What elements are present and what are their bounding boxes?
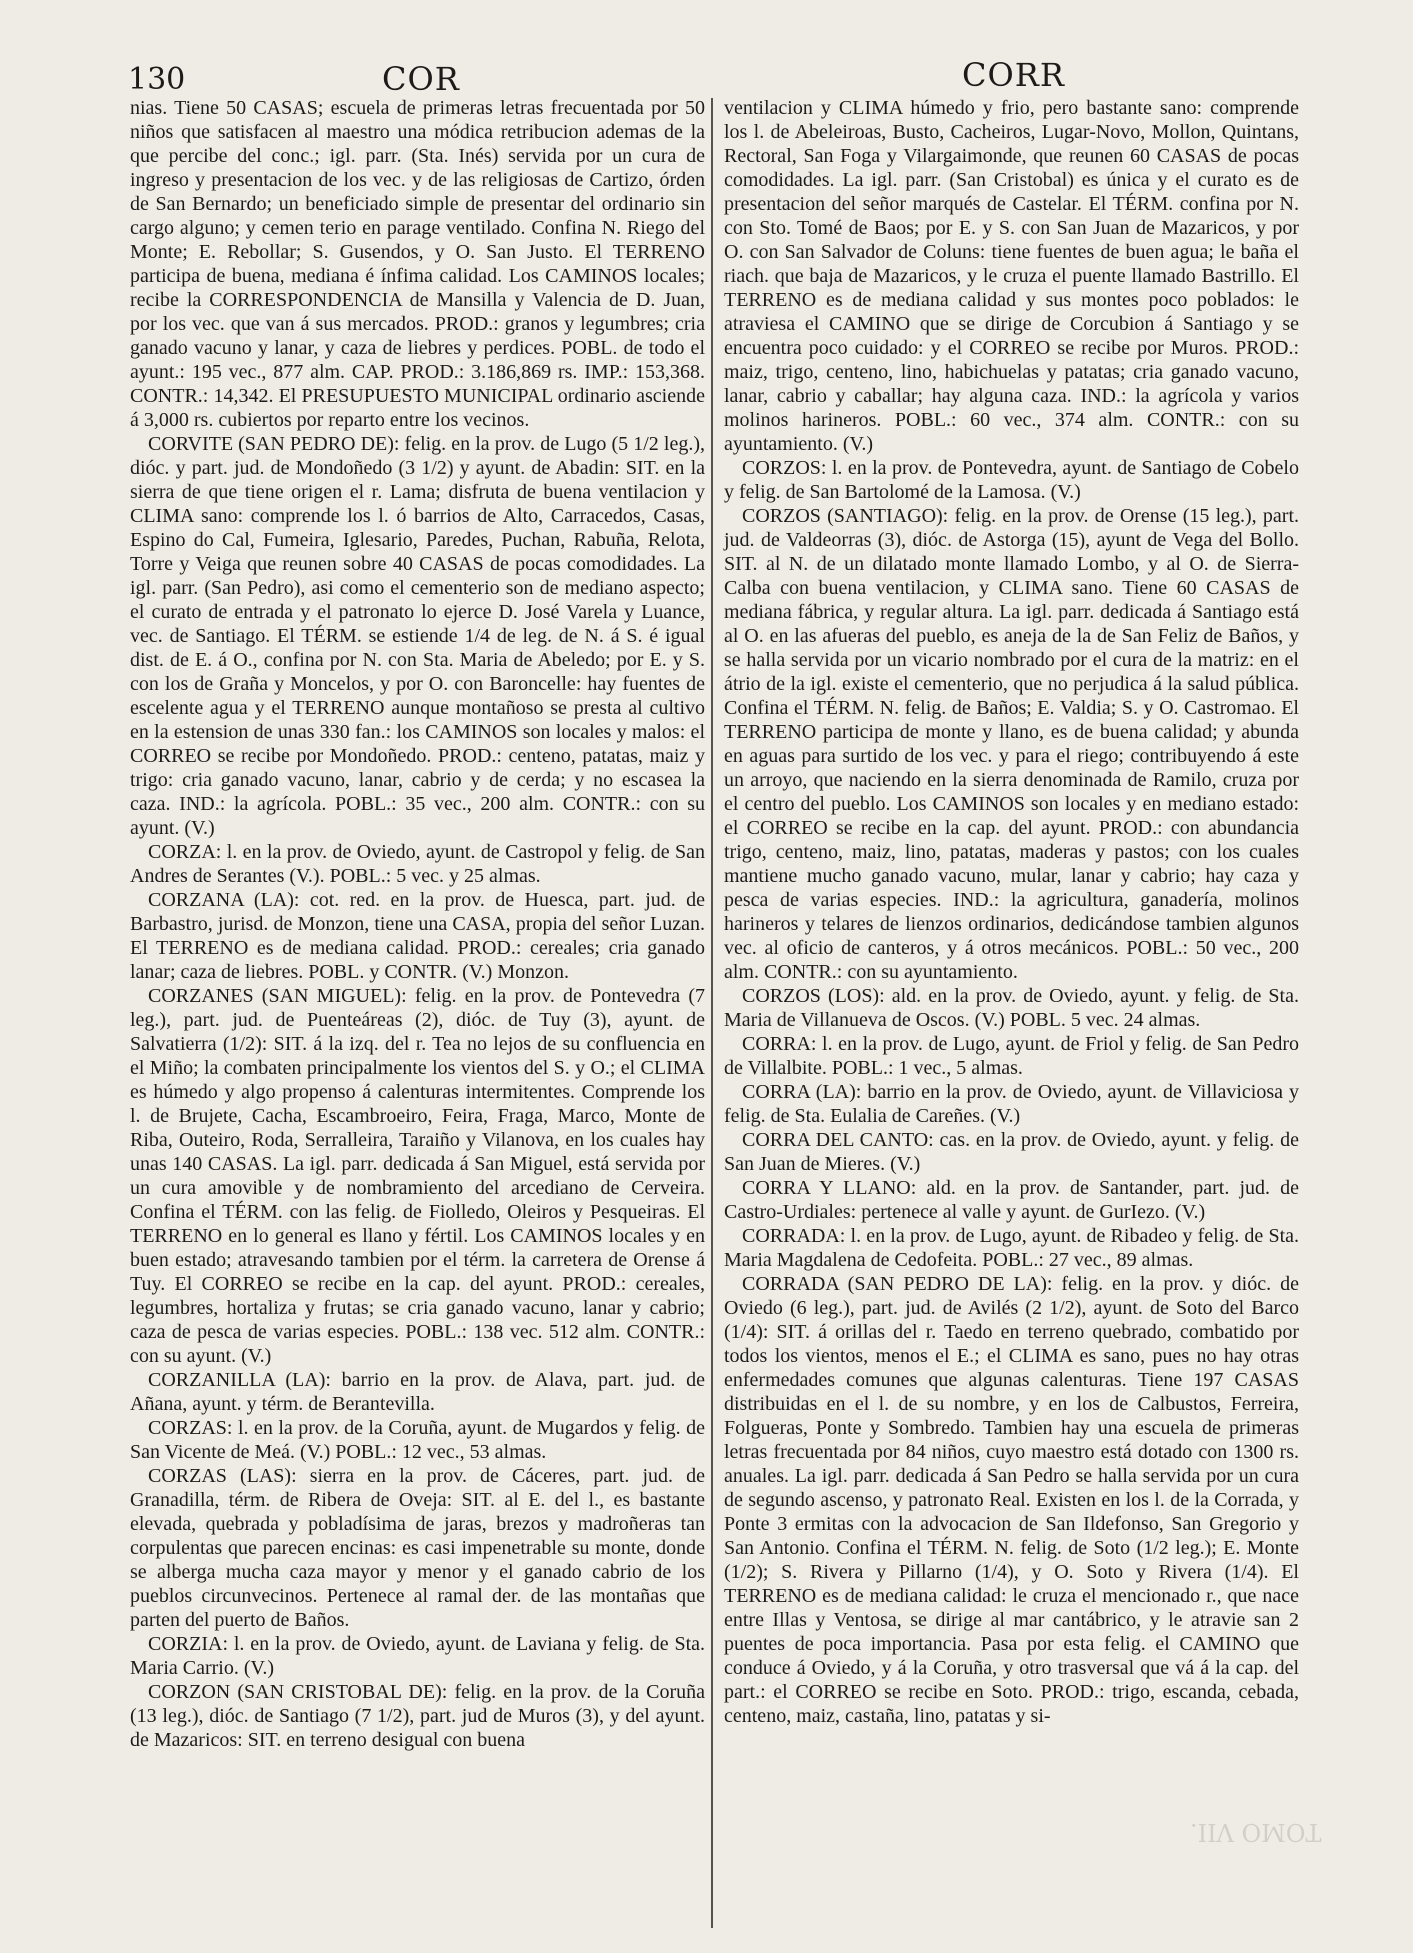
right-running-head: CORR bbox=[962, 56, 1065, 94]
entry-paragraph: CORRADA: l. en la prov. de Lugo, ayunt. de Ribadeo y felig. de Sta. Maria Magdalena de Cedofeita. POBL.: 27 vec., 89 almas. bbox=[724, 1225, 1299, 1271]
entry-paragraph: CORZOS (SANTIAGO): felig. en la prov. de Orense (15 leg.), part. jud. de Valdeorras (3), dióc. de Astorga (15), ayunt de Vega del Bollo. SIT. al N. de un dilatado monte llamado Lombo, y al O. de Sierra-Calba con buena ventilacion, y CLIMA sano. Tiene 60 CASAS de mediana fábrica, y regular altura. La igl. parr. dedicada á Santiago está al O. en las afueras del pueblo, es aneja de la de San Feliz de Baños, y se halla servida por un vicario nombrado por el cura de la matriz: en el átrio de la igl. existe el cementerio, que no perjudica á la salud pública. Confina el TÉRM. N. felig. de Baños; E. Valdia; S. y O. Castromao. El TERRENO participa de monte y llano, es de buena calidad; y abunda en aguas para surtido de los vec. y para el riego; contribuyendo á este un arroyo, que naciendo en la sierra denominada de Ramilo, cruza por el centro del pueblo. Los CAMINOS son locales y en mediano estado: el CORREO se recibe en la cap. del ayunt. PROD.: con abundancia trigo, centeno, maiz, lino, patatas, maderas y pastos; con los cuales mantiene mucho ganado vacuno, mular, lanar y cabrio; hay caza y pesca de varias especies. IND.: la agricultura, ganadería, molinos harineros y telares de lienzos ordinarios, dedicándose tambien algunos vec. al oficio de canteros, y á otros mecánicos. POBL.: 50 vec., 200 alm. CONTR.: con su ayuntamiento. bbox=[724, 505, 1299, 983]
entry-paragraph: CORZIA: l. en la prov. de Oviedo, ayunt. de Laviana y felig. de Sta. Maria Carrio. (V.) bbox=[130, 1633, 705, 1679]
entry-paragraph: CORZANES (SAN MIGUEL): felig. en la prov. de Pontevedra (7 leg.), part. jud. de Puenteáreas (2), dióc. de Tuy (3), ayunt. de Salvatierra (1/2): SIT. á la izq. del r. Tea no lejos de su confluencia en el Miño; la combaten principalmente los vientos del S. y O.; el CLIMA es húmedo y algo propenso á calenturas intermitentes. Comprende los l. de Brujete, Cacha, Escambroeiro, Feira, Fraga, Marco, Monte de Riba, Outeiro, Roda, Serralleira, Taraiño y Vilanova, en los cuales hay unas 140 CASAS. La igl. parr. dedicada á San Miguel, está servida por un cura amovible y de nombramiento del arcediano de Cerveira. Confina el TÉRM. con las felig. de Fiolledo, Oleiros y Pesqueiras. El TERRENO en lo general es llano y fértil. Los CAMINOS locales y en buen estado; atravesando tambien por el térm. la carretera de Orense á Tuy. El CORREO se recibe en la cap. del ayunt. PROD.: cereales, legumbres, hortaliza y frutas; se cria ganado vacuno, lanar y cabrio; caza de pesca de varias especies. POBL.: 138 vec. 512 alm. CONTR.: con su ayunt. (V.) bbox=[130, 985, 705, 1367]
entry-paragraph: CORZAS: l. en la prov. de la Coruña, ayunt. de Mugardos y felig. de San Vicente de Meá. (V.) POBL.: 12 vec., 53 almas. bbox=[130, 1417, 705, 1463]
entry-paragraph: CORZOS: l. en la prov. de Pontevedra, ayunt. de Santiago de Cobelo y felig. de San Bartolomé de la Lamosa. (V.) bbox=[724, 457, 1299, 503]
entry-paragraph: ventilacion y CLIMA húmedo y frio, pero bastante sano: comprende los l. de Abeleiroas, Busto, Cacheiros, Lugar-Novo, Mollon, Quintans, Rectoral, San Foga y Vilargaimonde, que reunen 60 CASAS de pocas comodidades. La igl. parr. (San Cristobal) es única y el curato es de presentacion del señor marqués de Castelar. El TÉRM. confina por N. con Sto. Tomé de Baos; por E. y S. con San Juan de Mazaricos, y por O. con San Salvador de Coluns: tiene fuentes de buen agua; le baña el riach. que baja de Mazaricos, y le cruza el puente llamado Bastrillo. El TERRENO es de mediana calidad y sus montes poco poblados: le atraviesa el CAMINO que se dirige de Corcubion á Santiago y se encuentra poco cuidado: y el CORREO se recibe por Muros. PROD.: maiz, trigo, centeno, lino, habichuelas y patatas; cria ganado vacuno, lanar, cabrio y caballar; hay alguna caza. IND.: la agrícola y varios molinos harineros. POBL.: 60 vec., 374 alm. CONTR.: con su ayuntamiento. (V.) bbox=[724, 97, 1299, 455]
page-number: 130 bbox=[128, 62, 186, 97]
entry-paragraph: CORZANA (LA): cot. red. en la prov. de Huesca, part. jud. de Barbastro, jurisd. de Monzon, tiene una CASA, propia del señor Luzan. El TERRENO es de mediana calidad. PROD.: cereales; cria ganado lanar; caza de liebres. POBL. y CONTR. (V.) Monzon. bbox=[130, 889, 705, 983]
entry-paragraph: CORRA: l. en la prov. de Lugo, ayunt. de Friol y felig. de San Pedro de Villalbite. POBL.: 1 vec., 5 almas. bbox=[724, 1033, 1299, 1079]
left-column bbox=[130, 96, 705, 1752]
bleed-through-watermark: TOMO VII. bbox=[1190, 1818, 1322, 1846]
entry-paragraph: CORRADA (SAN PEDRO DE LA): felig. en la prov. y dióc. de Oviedo (6 leg.), part. jud. de Avilés (2 1/2), ayunt. de Soto del Barco (1/4): SIT. á orillas del r. Taedo en terreno quebrado, combatido por todos los vientos, menos el E.; el CLIMA es sano, pues no hay otras enfermedades comunes que algunas calenturas. Tiene 197 CASAS distribuidas en el l. de su nombre, y en los de Calbustos, Ferreira, Folgueras, Ponte y Sombredo. Tambien hay una escuela de primeras letras frecuentada por 84 niños, cuyo maestro está dotado con 1300 rs. anuales. La igl. parr. dedicada á San Pedro se halla servida por un cura de segundo ascenso, y patronato Real. Existen en los l. de la Corrada, y Ponte 3 ermitas con la advocacion de San Ildefonso, San Gregorio y San Antonio. Confina el TÉRM. N. felig. de Soto (1/2 leg.); E. Monte (1/2); S. Rivera y Pillarno (1/4), y O. Soto y Rivera (1/4). El TERRENO es de mediana calidad: le cruza el mencionado r., que nace entre Illas y Ventosa, se dirige al mar cantábrico, y le atravie san 2 puentes de poca importancia. Pasa por esta felig. el CAMINO que conduce á Oviedo, y á la Coruña, y otro trasversal que vá á la cap. del part.: el CORREO se recibe en Soto. PROD.: trigo, escanda, cebada, centeno, maiz, castaña, lino, patatas y si- bbox=[724, 1273, 1299, 1727]
entry-paragraph: CORZANILLA (LA): barrio en la prov. de Alava, part. jud. de Añana, ayunt. y térm. de Berantevilla. bbox=[130, 1369, 705, 1415]
left-running-head: COR bbox=[382, 60, 460, 98]
right-column bbox=[724, 96, 1299, 1728]
entry-paragraph: CORZOS (LOS): ald. en la prov. de Oviedo, ayunt. y felig. de Sta. Maria de Villanueva de Oscos. (V.) POBL. 5 vec. 24 almas. bbox=[724, 985, 1299, 1031]
entry-paragraph: CORZON (SAN CRISTOBAL DE): felig. en la prov. de la Coruña (13 leg.), dióc. de Santiago (7 1/2), part. jud de Muros (3), y del ayunt. de Mazaricos: SIT. en terreno desigual con buena bbox=[130, 1681, 705, 1751]
entry-paragraph: CORRA Y LLANO: ald. en la prov. de Santander, part. jud. de Castro-Urdiales: pertenece al valle y ayunt. de GurIezo. (V.) bbox=[724, 1177, 1299, 1223]
entry-paragraph: CORRA (LA): barrio en la prov. de Oviedo, ayunt. de Villaviciosa y felig. de Sta. Eulalia de Careñes. (V.) bbox=[724, 1081, 1299, 1127]
entry-paragraph: CORZAS (LAS): sierra en la prov. de Cáceres, part. jud. de Granadilla, térm. de Ribera de Oveja: SIT. al E. del l., es bastante elevada, quebrada y pobladísima de jaras, brezos y madroñeras tan corpulentas que parecen encinas: es casi impenetrable su monte, donde se alberga mucha caza mayor y menor y el ganado cabrio de los pueblos circunvecinos. Pertenece al ramal der. de las montañas que parten del puerto de Baños. bbox=[130, 1465, 705, 1631]
entry-paragraph: CORRA DEL CANTO: cas. en la prov. de Oviedo, ayunt. y felig. de San Juan de Mieres. (V.) bbox=[724, 1129, 1299, 1175]
entry-paragraph: nias. Tiene 50 CASAS; escuela de primeras letras frecuentada por 50 niños que satisfacen al maestro una módica retribucion ademas de la que percibe del conc.; igl. parr. (Sta. Inés) servida por un cura de ingreso y presentacion de los vec. y de las religiosas de Cartizo, órden de San Bernardo; un beneficiado simple de presentar del ordinario sin cargo alguno; y cemen terio en parage ventilado. Confina N. Riego del Monte; E. Rebollar; S. Gusendos, y O. San Justo. El TERRENO participa de buena, mediana é ínfima calidad. Los CAMINOS locales; recibe la CORRESPONDENCIA de Mansilla y Valencia de D. Juan, por los vec. que van á sus mercados. PROD.: granos y legumbres; cria ganado vacuno y lanar, y caza de liebres y perdices. POBL. de todo el ayunt.: 195 vec., 877 alm. CAP. PROD.: 3.186,869 rs. IMP.: 153,368. CONTR.: 14,342. El PRESUPUESTO MUNICIPAL ordinario asciende á 3,000 rs. cubiertos por reparto entre los vecinos. bbox=[130, 97, 705, 431]
column-divider bbox=[711, 98, 713, 1928]
entry-paragraph: CORZA: l. en la prov. de Oviedo, ayunt. de Castropol y felig. de San Andres de Serantes (V.). POBL.: 5 vec. y 25 almas. bbox=[130, 841, 705, 887]
entry-paragraph: CORVITE (SAN PEDRO DE): felig. en la prov. de Lugo (5 1/2 leg.), dióc. y part. jud. de Mondoñedo (3 1/2) y ayunt. de Abadin: SIT. en la sierra de que tiene origen el r. Lama; disfruta de buena ventilacion y CLIMA sano: comprende los l. ó barrios de Alto, Carracedos, Casas, Espino do Cal, Fumeira, Iglesario, Paredes, Puchan, Rabuña, Relota, Torre y Veiga que reunen sobre 40 CASAS de pocas comodidades. La igl. parr. (San Pedro), asi como el cementerio son de mediano aspecto; el curato de entrada y el patronato lo ejerce D. José Varela y Luance, vec. de Santiago. El TÉRM. se estiende 1/4 de leg. de N. á S. é igual dist. de E. á O., confina por N. con Sta. Maria de Abeledo; por E. y S. con los de Graña y Moncelos, y por O. con Baroncelle: hay fuentes de escelente agua y el TERRENO aunque montañoso se presta al cultivo en la estension de unas 330 fan.: los CAMINOS son locales y malos: el CORREO se recibe por Mondoñedo. PROD.: centeno, patatas, maiz y trigo: cria ganado vacuno, lanar, cabrio y de cerda; y no escasea la caza. IND.: la agrícola. POBL.: 35 vec., 200 alm. CONTR.: con su ayunt. (V.) bbox=[130, 433, 705, 839]
